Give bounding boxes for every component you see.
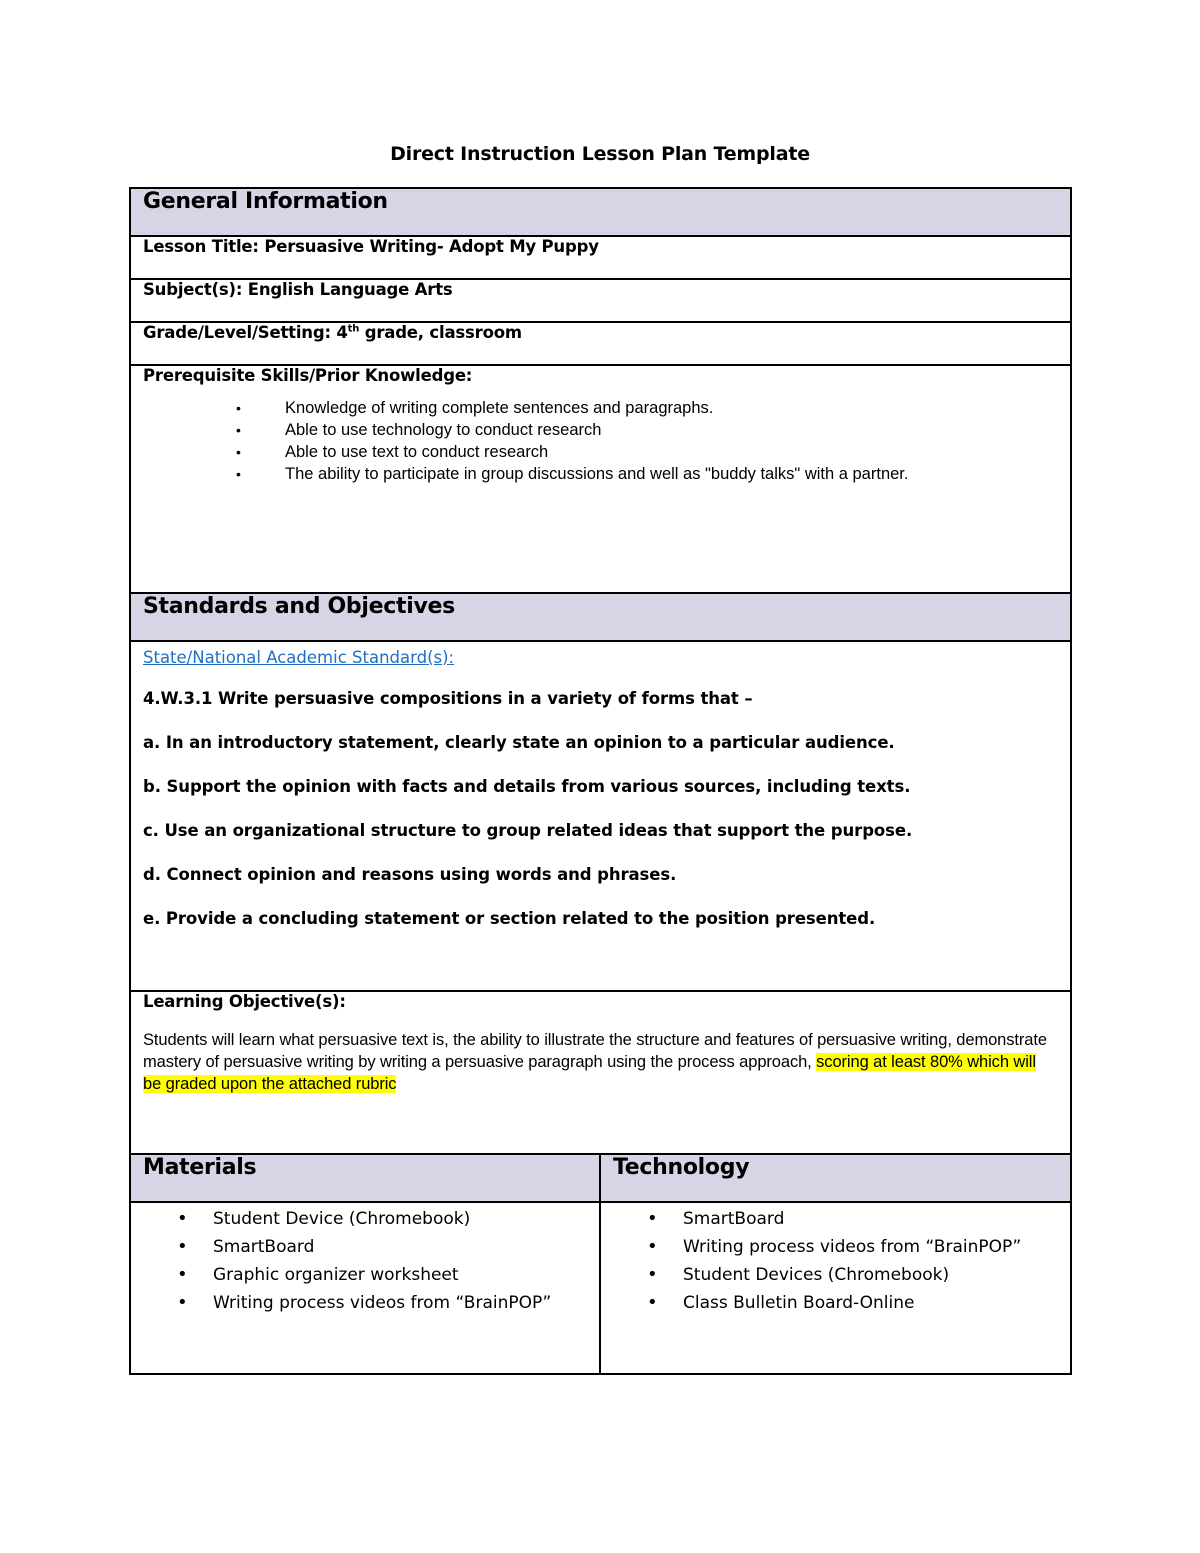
technology-header: Technology: [600, 1154, 1071, 1202]
list-item: • Knowledge of writing complete sentences and paragraphs.: [143, 397, 1058, 419]
academic-standards-link[interactable]: State/National Academic Standard(s):: [143, 648, 455, 667]
grade-prefix: Grade/Level/Setting: 4: [143, 323, 348, 342]
grade-level-setting-field: [130, 322, 1071, 365]
materials-cell: [130, 1202, 600, 1374]
technology-cell: [600, 1202, 1071, 1374]
list-item: • SmartBoard: [613, 1205, 1058, 1233]
standard-line: a. In an introductory statement, clearly state an opinion to a particular audience.: [143, 733, 895, 752]
standard-line: d. Connect opinion and reasons using words and phrases.: [143, 865, 677, 884]
list-item: • SmartBoard: [143, 1233, 587, 1261]
list-item: • Writing process videos from “BrainPOP”: [143, 1289, 587, 1317]
list-item: • Able to use text to conduct research: [143, 441, 1058, 463]
grade-superscript: th: [347, 323, 360, 335]
lesson-title-field: Lesson Title: Persuasive Writing- Adopt My Puppy: [130, 236, 1071, 279]
learning-objective-cell: [130, 991, 1071, 1154]
page-title: Direct Instruction Lesson Plan Template: [390, 143, 810, 165]
standards-objectives-header: Standards and Objectives: [130, 593, 1071, 641]
standard-line: b. Support the opinion with facts and details from various sources, including texts.: [143, 777, 911, 796]
objective-plain-text: Students will learn what persuasive text is, the ability to illustrate the structure and features of persuasive writing, demonstrate mastery of persuasive writing by writing a persuasive paragraph using the process approach,: [143, 1031, 1047, 1071]
list-item: • Graphic organizer worksheet: [143, 1261, 587, 1289]
technology-list: [613, 1205, 1058, 1317]
standards-cell: [130, 641, 1071, 991]
list-item: • The ability to participate in group discussions and well as "buddy talks" with a partner.: [143, 463, 1058, 485]
standard-line: e. Provide a concluding statement or section related to the position presented.: [143, 909, 876, 928]
learning-objective-text: [143, 1029, 1058, 1095]
list-item: • Student Device (Chromebook): [143, 1205, 587, 1233]
standard-line: 4.W.3.1 Write persuasive compositions in a variety of forms that –: [143, 689, 753, 708]
prerequisite-skills-label: Prerequisite Skills/Prior Knowledge:: [143, 366, 473, 385]
objective-highlighted-text: scoring at least 80% which will be graded upon the attached rubric: [143, 1053, 1036, 1093]
prerequisite-skills-cell: [130, 365, 1071, 593]
list-item: • Student Devices (Chromebook): [613, 1261, 1058, 1289]
lesson-plan-table: [129, 187, 1072, 1375]
list-item: • Writing process videos from “BrainPOP”: [613, 1233, 1058, 1261]
grade-suffix: grade, classroom: [359, 323, 522, 342]
list-item: • Class Bulletin Board-Online: [613, 1289, 1058, 1317]
list-item: • Able to use technology to conduct research: [143, 419, 1058, 441]
general-information-header: General Information: [130, 188, 1071, 236]
prerequisite-skills-list: [143, 397, 1058, 485]
standard-line: c. Use an organizational structure to group related ideas that support the purpose.: [143, 821, 913, 840]
materials-header: Materials: [130, 1154, 600, 1202]
materials-list: [143, 1205, 587, 1317]
subjects-field: Subject(s): English Language Arts: [130, 279, 1071, 322]
learning-objective-label: Learning Objective(s):: [143, 992, 346, 1011]
